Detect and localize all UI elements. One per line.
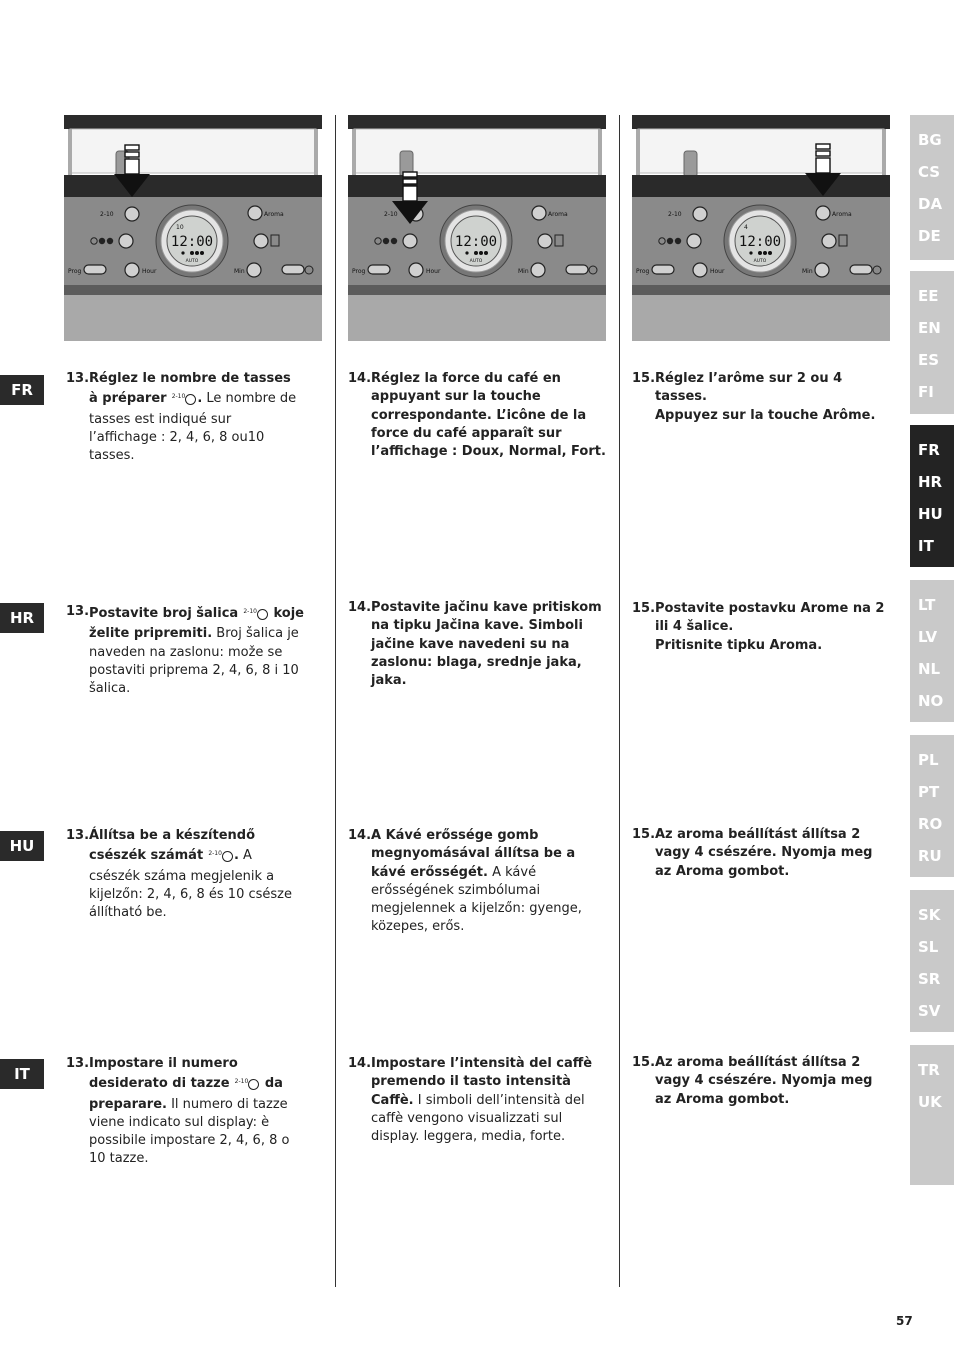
step-hr-13: 13. Postavite broj šalica $^{2-10}$ koje želite pripremiti. Broj šalica je naveden na zaslonu: može se postaviti priprema 2, 4, 6, 8 i 10 šalica. <box>66 604 304 697</box>
section-badge-hr: HR <box>0 603 44 633</box>
aroma-label: Aroma <box>832 211 852 218</box>
cups-label: 2-10 <box>668 211 682 218</box>
language-code-hu[interactable]: HU <box>918 505 943 523</box>
language-group-4 <box>910 580 954 722</box>
power-button <box>566 265 588 274</box>
display-auto: AUTO <box>753 259 767 264</box>
keepwarm-button <box>822 234 836 248</box>
column-divider-2 <box>619 115 620 1287</box>
step-fr-14: 14. Réglez la force du café en appuyant sur la touche correspondante. L’icône de la force du café apparaît sur l’affichage : Doux, Normal, Fort. <box>348 371 606 460</box>
section-badge-fr: FR <box>0 375 44 405</box>
hour-label: Hour <box>710 268 725 275</box>
language-code-tr[interactable]: TR <box>918 1061 940 1079</box>
step-hu-14: 14. A Kávé erőssége gomb megnyomásával állítsa be a kávé erősségét. A kávé erősségének szimbólumai megjelennek a kijelzőn: gyenge, közepes, erős. <box>348 828 582 935</box>
water-tank <box>354 129 600 173</box>
hour-button <box>409 263 423 277</box>
keepwarm-button <box>254 234 268 248</box>
strength-button <box>403 234 417 248</box>
display-top: 4 <box>744 224 748 231</box>
min-button <box>815 263 829 277</box>
coffee-machine-panel-aroma <box>632 115 890 341</box>
step-fr-15: 15. Réglez l’arôme sur 2 ou 4 tasses. Appuyez sur la touche Arôme. <box>632 371 876 423</box>
language-code-it[interactable]: IT <box>918 537 934 555</box>
hour-label: Hour <box>142 268 157 275</box>
language-group-1 <box>910 115 954 260</box>
language-code-cs[interactable]: CS <box>918 163 941 181</box>
hour-button <box>693 263 707 277</box>
water-tank <box>638 129 884 173</box>
hour-button <box>125 263 139 277</box>
section-badge-hu: HU <box>0 831 44 861</box>
prog-button <box>652 265 674 274</box>
page-number: 57 <box>896 1314 913 1328</box>
language-code-fi[interactable]: FI <box>918 383 934 401</box>
step-hr-15: 15. Postavite postavku Arome na 2 ili 4 šalice. Pritisnite tipku Aroma. <box>632 601 885 653</box>
machine-top <box>64 115 322 129</box>
display-time: 12:00 <box>738 234 782 250</box>
min-button <box>531 263 545 277</box>
power-button <box>282 265 304 274</box>
language-code-bg[interactable]: BG <box>918 131 942 149</box>
language-code-uk[interactable]: UK <box>918 1093 942 1111</box>
display-auto: AUTO <box>185 259 199 264</box>
min-button <box>247 263 261 277</box>
power-button <box>850 265 872 274</box>
aroma-button <box>248 206 262 220</box>
cups-dial-icon: 2-10 <box>208 845 233 867</box>
step-it-14: 14. Impostare l’intensità del caffè premendo il tasto intensità Caffè. I simboli dell’intensità del caffè vengono visualizzati sul display. leggera, media, forte. <box>348 1056 593 1145</box>
cups-dial-icon: 2-10 <box>243 603 268 625</box>
language-code-sk[interactable]: SK <box>918 906 941 924</box>
column-divider-1 <box>335 115 336 1287</box>
min-label: Min <box>802 268 813 275</box>
display-time: 12:00 <box>454 234 498 250</box>
language-code-en[interactable]: EN <box>918 319 941 337</box>
language-group-2 <box>910 271 954 414</box>
language-group-6 <box>910 890 954 1032</box>
step-it-15: 15. Az aroma beállítást állítsa 2 vagy 4 csészére. Nyomja meg az Aroma gombot. <box>632 1055 873 1107</box>
language-group-3 <box>910 425 954 567</box>
machine-top <box>632 115 890 129</box>
hour-label: Hour <box>426 268 441 275</box>
language-code-no[interactable]: NO <box>918 692 944 710</box>
machine-top <box>348 115 606 129</box>
language-code-sr[interactable]: SR <box>918 970 941 988</box>
step-hu-15: 15. Az aroma beállítást állítsa 2 vagy 4 csészére. Nyomja meg az Aroma gombot. <box>632 827 873 879</box>
coffee-machine-panel-strength <box>348 115 606 341</box>
step-hr-14: 14. Postavite jačinu kave pritiskom na tipku Jačina kave. Simboli jačine kave navedeni su na zaslonu: blaga, srednje jaka, jaka. <box>348 600 602 689</box>
water-tank <box>70 129 316 173</box>
language-code-sv[interactable]: SV <box>918 1002 941 1020</box>
display-time: 12:00 <box>170 234 214 250</box>
step-fr-13: 13. Réglez le nombre de tasses à préparer $^{2-10}$ . Le nombre de tasses est indiqué sur l’affichage : 2, 4, 6, 8 ou10 tasses. <box>66 371 297 464</box>
cups-button <box>693 207 707 221</box>
language-code-ee[interactable]: EE <box>918 287 939 305</box>
cups-label: 2-10 <box>384 211 398 218</box>
min-label: Min <box>234 268 245 275</box>
section-badge-it: IT <box>0 1059 44 1089</box>
prog-button <box>84 265 106 274</box>
cups-label: 2-10 <box>100 211 114 218</box>
language-code-pl[interactable]: PL <box>918 751 939 769</box>
cups-dial-icon: 2-10 <box>235 1073 260 1095</box>
display-auto: AUTO <box>469 259 483 264</box>
aroma-label: Aroma <box>264 211 284 218</box>
language-code-fr[interactable]: FR <box>918 441 940 459</box>
coffee-machine-panel-cups <box>64 115 322 341</box>
language-code-de[interactable]: DE <box>918 227 941 245</box>
cups-dial-icon: 2-10 <box>172 388 197 410</box>
min-label: Min <box>518 268 529 275</box>
aroma-button <box>816 206 830 220</box>
language-code-nl[interactable]: NL <box>918 660 941 678</box>
machine-body <box>632 295 890 341</box>
language-code-lv[interactable]: LV <box>918 628 938 646</box>
prog-label: Prog <box>636 268 650 275</box>
prog-label: Prog <box>68 268 82 275</box>
step-hu-13: 13. Állítsa be a készítendő csészék számát $^{2-10}$ . A csészék száma megjelenik a kijelzőn: 2, 4, 6, 8 és 10 csésze állítható be. <box>66 828 292 921</box>
language-code-ro[interactable]: RO <box>918 815 943 833</box>
prog-button <box>368 265 390 274</box>
machine-body <box>348 295 606 341</box>
aroma-label: Aroma <box>548 211 568 218</box>
language-code-da[interactable]: DA <box>918 195 943 213</box>
display-top: 10 <box>176 224 184 231</box>
tank-knob <box>684 151 697 177</box>
language-code-es[interactable]: ES <box>918 351 940 369</box>
strength-button <box>119 234 133 248</box>
prog-label: Prog <box>352 268 366 275</box>
language-group-7 <box>910 1045 954 1185</box>
aroma-button <box>532 206 546 220</box>
machine-body <box>64 295 322 341</box>
language-group-5 <box>910 735 954 877</box>
language-code-sl[interactable]: SL <box>918 938 939 956</box>
strength-button <box>687 234 701 248</box>
language-code-lt[interactable]: LT <box>918 596 936 614</box>
cups-button <box>125 207 139 221</box>
language-code-ru[interactable]: RU <box>918 847 942 865</box>
language-code-pt[interactable]: PT <box>918 783 940 801</box>
keepwarm-button <box>538 234 552 248</box>
language-code-hr[interactable]: HR <box>918 473 943 491</box>
step-it-13: 13. Impostare il numero desiderato di tazze $^{2-10}$ da preparare. Il numero di tazze viene indicato sul display: è possibile impostare 2, 4, 6, 8 o 10 tazze. <box>66 1056 290 1167</box>
